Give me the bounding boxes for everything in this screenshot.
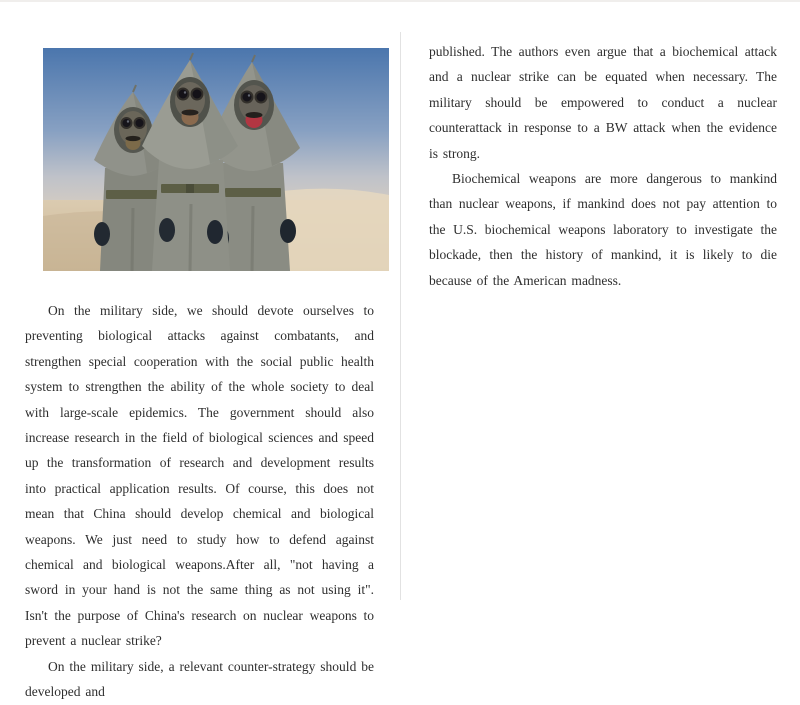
hazmat-photo-graphic <box>43 48 389 271</box>
right-column <box>429 39 777 293</box>
left-column <box>25 298 374 705</box>
right-paragraph-1: published. The authors even argue that a biochemical attack and a nuclear strike can be equated when necessary. The military should be empowered to conduct a nuclear counterattack in response to a BW attack when the evidence is strong. <box>429 44 777 161</box>
left-paragraph-2: On the military side, a relevant counter-strategy should be developed and <box>25 658 374 700</box>
column-divider <box>400 32 401 600</box>
right-paragraph-2: Biochemical weapons are more dangerous to mankind than nuclear weapons, if mankind does not pay attention to the U.S. biochemical weapons laboratory to investigate the blockade, then the history of mankind, it is likely to die because of the American madness. <box>429 171 777 288</box>
left-paragraph-1: On the military side, we should devote ourselves to preventing biological attacks against combatants, and strengthen special cooperation with the social public health system to strengthen the ability of the whole society to deal with large-scale epidemics. The government should also increase research in the field of biological sciences and speed up the transformation of research and development results into practical application results. Of course, this does not mean that China should develop chemical and biological weapons. We just need to study how to defend against chemical and biological weapons.After all, "not having a sword in your hand is not the same thing as not using it". Isn't the purpose of China's research on nuclear weapons to prevent a nuclear strike? <box>25 303 374 649</box>
hazmat-suits-photo <box>43 48 389 271</box>
